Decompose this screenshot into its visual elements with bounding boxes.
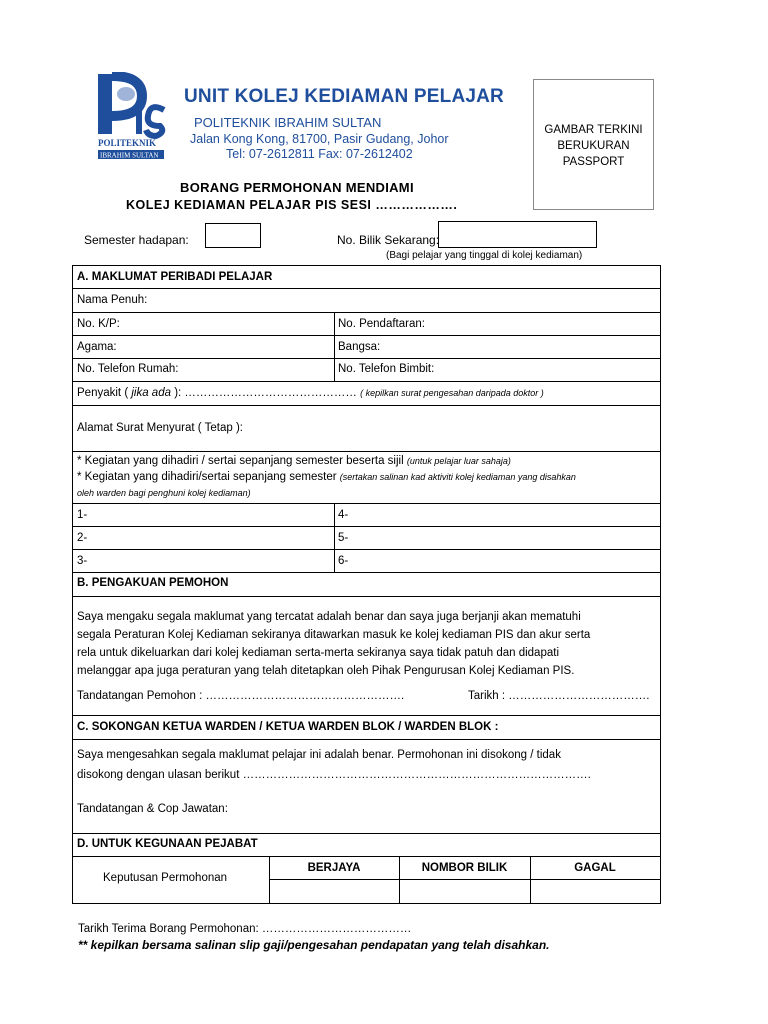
- declaration-line-2: segala Peraturan Kolej Kediaman sekiranya ditawarkan masuk ke kolej kediaman PIS dan akur serta: [77, 629, 591, 641]
- warden-signature-field[interactable]: Tandatangan & Cop Jawatan:: [77, 803, 228, 815]
- form-title: BORANG PERMOHONAN MENDIAMI: [180, 180, 414, 195]
- logo-caption-1: POLITEKNIK: [98, 138, 157, 148]
- illness-if-any: jika ada: [131, 387, 171, 399]
- applicant-date-field[interactable]: Tarikh : ……………………………….: [468, 690, 650, 702]
- berjaya-cell[interactable]: [270, 880, 398, 902]
- section-c-heading: C. SOKONGAN KETUA WARDEN / KETUA WARDEN BLOK / WARDEN BLOK :: [77, 721, 499, 733]
- institution-name: POLITEKNIK IBRAHIM SULTAN: [194, 115, 382, 130]
- section-a-heading: A. MAKLUMAT PERIBADI PELAJAR: [77, 271, 273, 283]
- institution-contact: Tel: 07-2612811 Fax: 07-2612402: [226, 147, 413, 161]
- warden-line-2[interactable]: disokong dengan ulasan berikut ……………………………………………………………………………….: [77, 769, 591, 781]
- activity-item-6[interactable]: 6-: [338, 555, 349, 567]
- illness-dots: ): ………………………………………: [174, 387, 357, 399]
- illness-paren-open: (: [124, 387, 129, 399]
- attachment-note: ** kepilkan bersama salinan slip gaji/pengesahan pendapatan yang telah disahkan.: [78, 938, 550, 952]
- semester-input[interactable]: [205, 223, 261, 248]
- activity-2-text: [77, 471, 576, 483]
- application-form: [72, 265, 661, 904]
- declaration-line-1: Saya mengaku segala maklumat yang tercatat adalah benar dan saya juga berjanji akan mematuhi: [77, 611, 581, 623]
- race-field[interactable]: Bangsa:: [338, 341, 381, 353]
- received-date[interactable]: Tarikh Terima Borang Permohonan: …………………………………: [78, 923, 412, 935]
- photo-line-1: GAMBAR TERKINI: [544, 124, 643, 136]
- activity-1-label: * Kegiatan yang dihadiri / sertai sepanjang semester beserta sijil: [77, 455, 404, 467]
- pis-logo: [96, 72, 168, 160]
- activity-item-4[interactable]: 4-: [338, 509, 349, 521]
- activity-1-text: [77, 455, 511, 467]
- nombor-bilik-cell[interactable]: [400, 880, 529, 902]
- activity-item-5[interactable]: 5-: [338, 532, 349, 544]
- gagal-cell[interactable]: [531, 880, 659, 902]
- activity-2-note: (sertakan salinan kad aktiviti kolej kediaman yang disahkan: [339, 472, 576, 482]
- activity-2-label: * Kegiatan yang dihadiri/sertai sepanjang semester: [77, 471, 337, 483]
- decision-label: Keputusan Permohonan: [103, 872, 228, 884]
- unit-title: UNIT KOLEJ KEDIAMAN PELAJAR: [184, 86, 504, 107]
- activity-item-2[interactable]: 2-: [77, 532, 88, 544]
- address-field[interactable]: Alamat Surat Menyurat ( Tetap ):: [77, 422, 243, 434]
- photo-line-3: PASSPORT: [562, 156, 625, 168]
- section-b-heading: B. PENGAKUAN PEMOHON: [77, 577, 229, 589]
- illness-field[interactable]: [77, 387, 544, 399]
- activity-2-note-2: oleh warden bagi penghuni kolej kediaman): [77, 488, 251, 498]
- col-gagal: GAGAL: [574, 862, 616, 874]
- applicant-signature-field[interactable]: Tandatangan Pemohon : …………………………………………….: [77, 690, 405, 702]
- declaration-line-4: melanggar apa juga peraturan yang telah ditetapkan oleh Pihak Pengurusan Kolej Kediaman PIS.: [77, 665, 575, 677]
- room-input[interactable]: [438, 221, 597, 248]
- activity-item-1[interactable]: 1-: [77, 509, 88, 521]
- passport-photo-box[interactable]: [533, 79, 654, 210]
- institution-address: Jalan Kong Kong, 81700, Pasir Gudang, Johor: [190, 132, 449, 146]
- col-berjaya: BERJAYA: [307, 862, 361, 874]
- declaration-line-3: rela untuk dikeluarkan dari kolej kediaman serta-merta sekiranya saya tidak patuh dan didapati: [77, 647, 559, 659]
- ic-field[interactable]: No. K/P:: [77, 318, 120, 330]
- registration-field[interactable]: No. Pendaftaran:: [338, 318, 425, 330]
- photo-line-2: BERUKURAN: [557, 140, 630, 152]
- semester-label: Semester hadapan:: [84, 233, 189, 247]
- warden-line-1: Saya mengesahkan segala maklumat pelajar ini adalah benar. Permohonan ini disokong / tidak: [77, 749, 561, 761]
- home-phone-field[interactable]: No. Telefon Rumah:: [77, 363, 179, 375]
- form-subtitle: KOLEJ KEDIAMAN PELAJAR PIS SESI ……………….: [126, 198, 458, 212]
- full-name-field[interactable]: Nama Penuh:: [77, 294, 148, 306]
- activity-item-3[interactable]: 3-: [77, 555, 88, 567]
- activity-1-note: (untuk pelajar luar sahaja): [406, 456, 511, 466]
- col-nombor-bilik: NOMBOR BILIK: [421, 862, 508, 874]
- religion-field[interactable]: Agama:: [77, 341, 117, 353]
- illness-note: ( kepilkan surat pengesahan daripada doktor ): [360, 388, 544, 398]
- logo-caption-2: IBRAHIM SULTAN: [100, 151, 159, 160]
- section-d-heading: D. UNTUK KEGUNAAN PEJABAT: [77, 838, 258, 850]
- mobile-phone-field[interactable]: No. Telefon Bimbit:: [338, 363, 435, 375]
- room-label: No. Bilik Sekarang:: [337, 233, 440, 247]
- illness-label: Penyakit: [77, 387, 122, 399]
- room-note: (Bagi pelajar yang tinggal di kolej kediaman): [386, 250, 583, 261]
